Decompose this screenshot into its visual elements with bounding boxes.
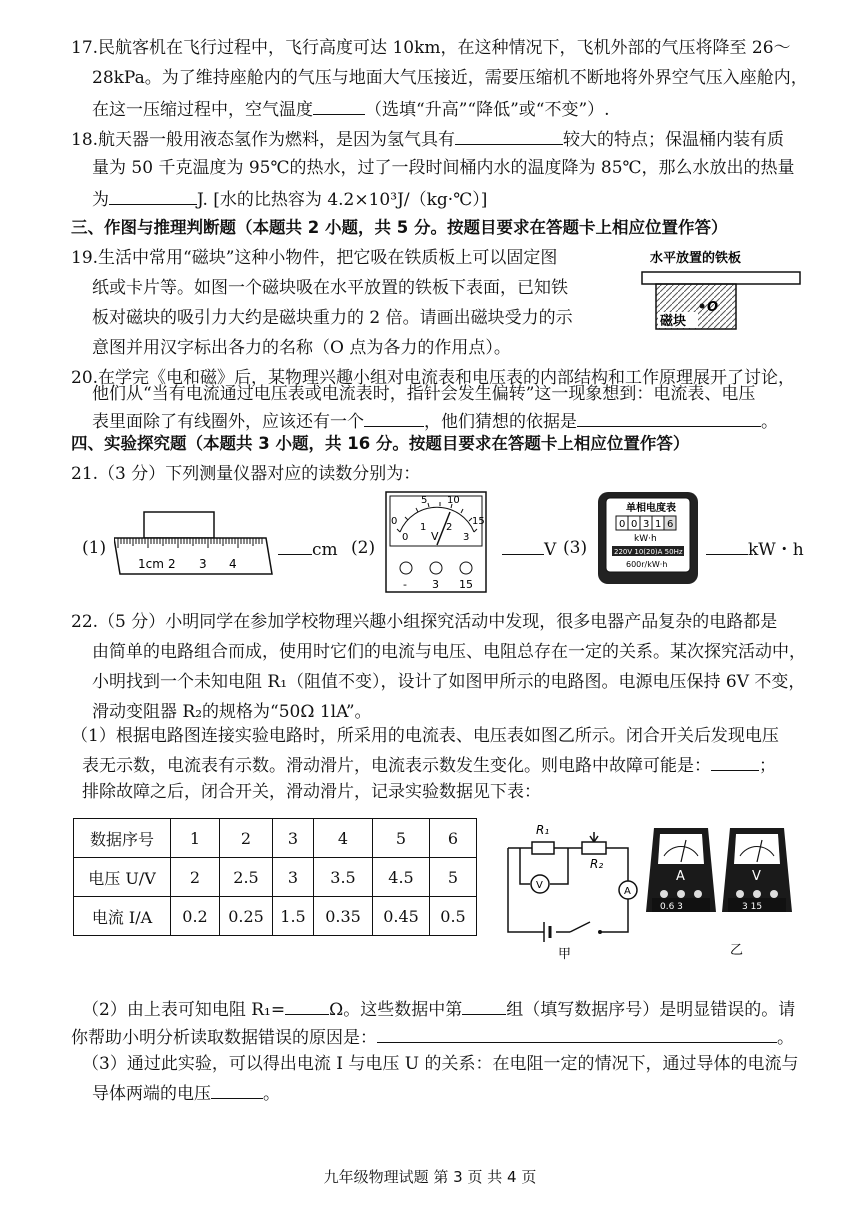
table-cell: 3.5 — [314, 858, 373, 897]
table-cell: 5 — [430, 858, 477, 897]
voltmeter-top-0: 0 — [391, 516, 398, 527]
table-header-cell: 6 — [430, 819, 477, 858]
meter-spec: 220V 10(20)A 50Hz — [614, 548, 683, 556]
q17-line2: 28kPa。为了维持座舱内的气压与地面大气压接近，需要压缩机不断地将外界空气压入座舱内， — [92, 68, 808, 88]
ruler-label-1cm: 1cm — [138, 557, 164, 571]
section3-title: 三、作图与推理判断题（本题共 2 小题，共 5 分。按题目要求在答题卡上相应位置作答） — [71, 218, 728, 237]
q21-answer-1 — [278, 536, 338, 562]
ruler-figure — [114, 510, 274, 584]
q18-blank-1[interactable] — [455, 126, 563, 145]
q17-answer-blank[interactable] — [313, 96, 365, 115]
table-row — [74, 897, 477, 936]
meter-a-terms: 0.6 3 — [660, 902, 683, 912]
q22-p1-text-b: ； — [759, 756, 776, 776]
table-cell: 1.5 — [273, 897, 314, 936]
q22-line2: 由简单的电路组合而成，使用时它们的电流与电压、电阻总存在一定的关系。某次探究活动中， — [92, 642, 806, 662]
meter-title: 单相电度表 — [626, 503, 676, 514]
table-row — [74, 858, 477, 897]
q22-p3-text-a: 导体两端的电压 — [92, 1084, 211, 1104]
table-cell: 4.5 — [373, 858, 430, 897]
q22-p2-blank-1[interactable] — [285, 996, 329, 1015]
q21-label-1: (1) — [82, 538, 107, 558]
voltmeter-top-15: 15 — [472, 516, 485, 527]
voltmeter-figure — [384, 490, 488, 596]
table-cell: 2.5 — [220, 858, 273, 897]
table-header-cell: 5 — [373, 819, 430, 858]
table-header-cell: 3 — [273, 819, 314, 858]
table-header-cell: 2 — [220, 819, 273, 858]
page-footer: 九年级物理试题 第 3 页 共 4 页 — [323, 1168, 537, 1186]
ruler-label-3: 3 — [199, 557, 207, 571]
energy-meter-figure — [596, 490, 700, 590]
voltmeter-top-5: 5 — [421, 495, 428, 506]
terminal-neg — [400, 562, 412, 574]
q18-line3 — [92, 186, 487, 212]
q19-point-label: O — [707, 300, 719, 315]
q20-text-c: 。 — [761, 412, 778, 432]
q22-p1-line2 — [82, 752, 776, 778]
voltmeter-bottom-0: 0 — [402, 532, 409, 543]
circuit-r2-label: R₂ — [590, 857, 604, 871]
meter-digit-0: 0 — [619, 519, 626, 530]
meter-digit-2: 3 — [643, 519, 650, 530]
q17-line1: 17.民航客机在飞行过程中，飞行高度可达 10km，在这种情况下，飞机外部的气压将降至 26～ — [71, 38, 791, 58]
q21-answer-3 — [706, 536, 804, 562]
q18-text-c: 为 — [92, 190, 109, 210]
q22-p2-text-e: 。 — [777, 1028, 794, 1048]
fig-yi-label: 乙 — [730, 943, 744, 958]
circuit-a-label: A — [624, 886, 631, 897]
table-cell: 2 — [171, 858, 220, 897]
circuit-v-label: V — [536, 880, 543, 891]
voltmeter-term-3: 3 — [432, 578, 439, 591]
voltmeter-symbol: V — [431, 530, 439, 543]
q19-plate-label: 水平放置的铁板 — [650, 251, 742, 266]
q20-blank-1[interactable] — [364, 408, 424, 427]
q22-line4: 滑动变阻器 R₂的规格为“50Ω 1lA”。 — [92, 702, 372, 722]
iron-plate — [642, 272, 800, 284]
q22-line1: 22.（5 分）小明同学在参加学校物理兴趣小组探究活动中发现，很多电器产品复杂的电路都是 — [71, 612, 778, 632]
q18-line1 — [71, 126, 784, 152]
q17-text-b: （选填“升高”“降低”或“不变”）. — [365, 100, 610, 120]
rheostat-r2 — [582, 842, 606, 854]
table-cell: 0.45 — [373, 897, 430, 936]
q19-line3: 板对磁块的吸引力大约是磁块重力的 2 倍。请画出磁块受力的示 — [92, 308, 573, 328]
q22-p3-line1: （3）通过此实验，可以得出电流 I 与电压 U 的关系：在电阻一定的情况下，通过导体的电流与 — [82, 1054, 799, 1074]
switch-contact — [598, 930, 602, 934]
q22-p2-line2 — [71, 1024, 794, 1050]
q18-text-a: 18.航天器一般用液态氢作为燃料，是因为氢气具有 — [71, 130, 456, 150]
section4-title: 四、实验探究题（本题共 3 小题，共 16 分。按题目要求在答题卡上相应位置作答） — [71, 434, 690, 453]
q17-text: 在这一压缩过程中，空气温度 — [92, 100, 313, 120]
table-header-row — [74, 819, 477, 858]
q22-p2-blank-2[interactable] — [462, 996, 506, 1015]
q19-iron-plate-figure — [636, 244, 816, 344]
voltmeter-bottom-3: 3 — [463, 532, 470, 543]
q19-line1: 19.生活中常用“磁块”这种小物件，把它吸在铁质板上可以固定图 — [71, 248, 558, 268]
meter-v-terms: 3 15 — [742, 902, 763, 912]
table-cell: 0.5 — [430, 897, 477, 936]
q21-label-2: (2) — [351, 538, 376, 558]
table-cell: 0.2 — [171, 897, 220, 936]
voltmeter-term-neg: - — [403, 578, 407, 591]
q18-line2: 量为 50 千克温度为 95℃的热水，过了一段时间桶内水的温度降为 85℃，那么水放出的热量 — [92, 158, 795, 178]
ruler-label-4: 4 — [229, 557, 237, 571]
table-header-cell: 4 — [314, 819, 373, 858]
table-cell: 电压 U/V — [74, 858, 171, 897]
q21-answer-2 — [502, 536, 556, 562]
table-cell: 0.25 — [220, 897, 273, 936]
q21-blank-2[interactable] — [502, 536, 544, 555]
q19-block-label: 磁块 — [660, 314, 687, 329]
meter-a-label: A — [676, 869, 685, 884]
q18-text-d: J. [水的比热容为 4.2×10³J/（kg·℃）] — [197, 190, 488, 210]
q22-p1-text: 表无示数，电流表有示数。滑动滑片，电流表示数发生变化。则电路中故障可能是： — [82, 756, 711, 776]
q19-line4: 意图并用汉字标出各力的名称（O 点为各力的作用点）。 — [92, 338, 511, 358]
q21-unit-3: kW・h — [748, 540, 804, 560]
q17-line3 — [92, 96, 610, 122]
terminal-3 — [430, 562, 442, 574]
q22-p1-blank[interactable] — [711, 752, 759, 771]
table-cell: 3 — [273, 858, 314, 897]
q22-p3-text-b: 。 — [263, 1084, 280, 1104]
q22-p3-line2 — [92, 1080, 280, 1106]
q22-p3-blank[interactable] — [211, 1080, 263, 1099]
q21-blank-1[interactable] — [278, 536, 312, 555]
meter-rate: 600r/kW·h — [626, 560, 668, 569]
circuit-wires — [508, 832, 628, 932]
data-table — [73, 818, 477, 936]
q18-blank-2[interactable] — [109, 186, 197, 205]
voltmeter-top-10: 10 — [447, 495, 460, 506]
q21-intro: 21.（3 分）下列测量仪器对应的读数分别为： — [71, 464, 421, 484]
terminal-15 — [460, 562, 472, 574]
q22-p2-text-d: 你帮助小明分析读取数据错误的原因是： — [71, 1028, 377, 1048]
voltmeter-term-15: 15 — [459, 578, 473, 591]
q18-text-b: 较大的特点；保温桶内装有质 — [563, 130, 785, 150]
circuit-r1-label: R₁ — [536, 823, 550, 837]
q20-line1: 20.在学完《电和磁》后，某物理兴趣小组对电流表和电压表的内部结构和工作原理展开了讨论， — [71, 368, 796, 388]
q20-line2: 他们从“当有电流通过电压表或电流表时，指针会发生偏转”这一现象想到：电流表、电压 — [92, 384, 756, 404]
q21-label-3: (3) — [563, 538, 588, 558]
q22-p2-blank-3[interactable] — [377, 1024, 777, 1043]
q21-blank-3[interactable] — [706, 536, 748, 555]
q21-unit-1: cm — [312, 540, 338, 560]
q21-unit-2: V — [544, 540, 557, 560]
point-o — [700, 304, 705, 309]
circuit-diagram — [496, 812, 646, 962]
meter-unit: kW·h — [634, 534, 657, 544]
q20-text-a: 表里面除了有线圈外，应该还有一个 — [92, 412, 364, 432]
table-header-cell: 1 — [171, 819, 220, 858]
q19-line2: 纸或卡片等。如图一个磁块吸在水平放置的铁板下表面，已知铁 — [92, 278, 568, 298]
table-cell: 电流 I/A — [74, 897, 171, 936]
fig-jia-label: 甲 — [558, 947, 572, 962]
q22-p1-line1: （1）根据电路图连接实验电路时，所采用的电流表、电压表如图乙所示。闭合开关后发现电压 — [71, 726, 779, 746]
meter-digit-4: 6 — [667, 519, 674, 530]
meters-figure — [646, 818, 796, 958]
q22-line3: 小明找到一个未知电阻 R₁（阻值不变），设计了如图甲所示的电路图。电源电压保持 6V 不变， — [92, 672, 806, 692]
table-cell: 0.35 — [314, 897, 373, 936]
q22-p1-line3: 排除故障之后，闭合开关，滑动滑片，记录实验数据见下表： — [82, 782, 541, 802]
ruler-object — [144, 512, 214, 538]
voltmeter-bottom-2: 2 — [446, 522, 453, 533]
q20-line3 — [92, 408, 778, 434]
q22-p2-text-c: 组（填写数据序号）是明显错误的。请 — [506, 1000, 796, 1020]
ruler-label-2: 2 — [168, 557, 176, 571]
q22-p2-text-b: Ω。这些数据中第 — [329, 1000, 463, 1020]
switch-lever — [570, 922, 590, 932]
meter-digit-1: 0 — [631, 519, 638, 530]
meter-v-label: V — [752, 869, 761, 884]
table-header-cell: 数据序号 — [74, 819, 171, 858]
q22-p2-text-a: （2）由上表可知电阻 R₁= — [82, 1000, 286, 1020]
voltmeter-bottom-1: 1 — [420, 522, 427, 533]
q22-p2-line1 — [82, 996, 795, 1022]
resistor-r1 — [532, 842, 554, 854]
q20-text-b: ，他们猜想的依据是 — [424, 412, 577, 432]
meter-digit-3: 1 — [655, 519, 662, 530]
q20-blank-2[interactable] — [577, 408, 761, 427]
